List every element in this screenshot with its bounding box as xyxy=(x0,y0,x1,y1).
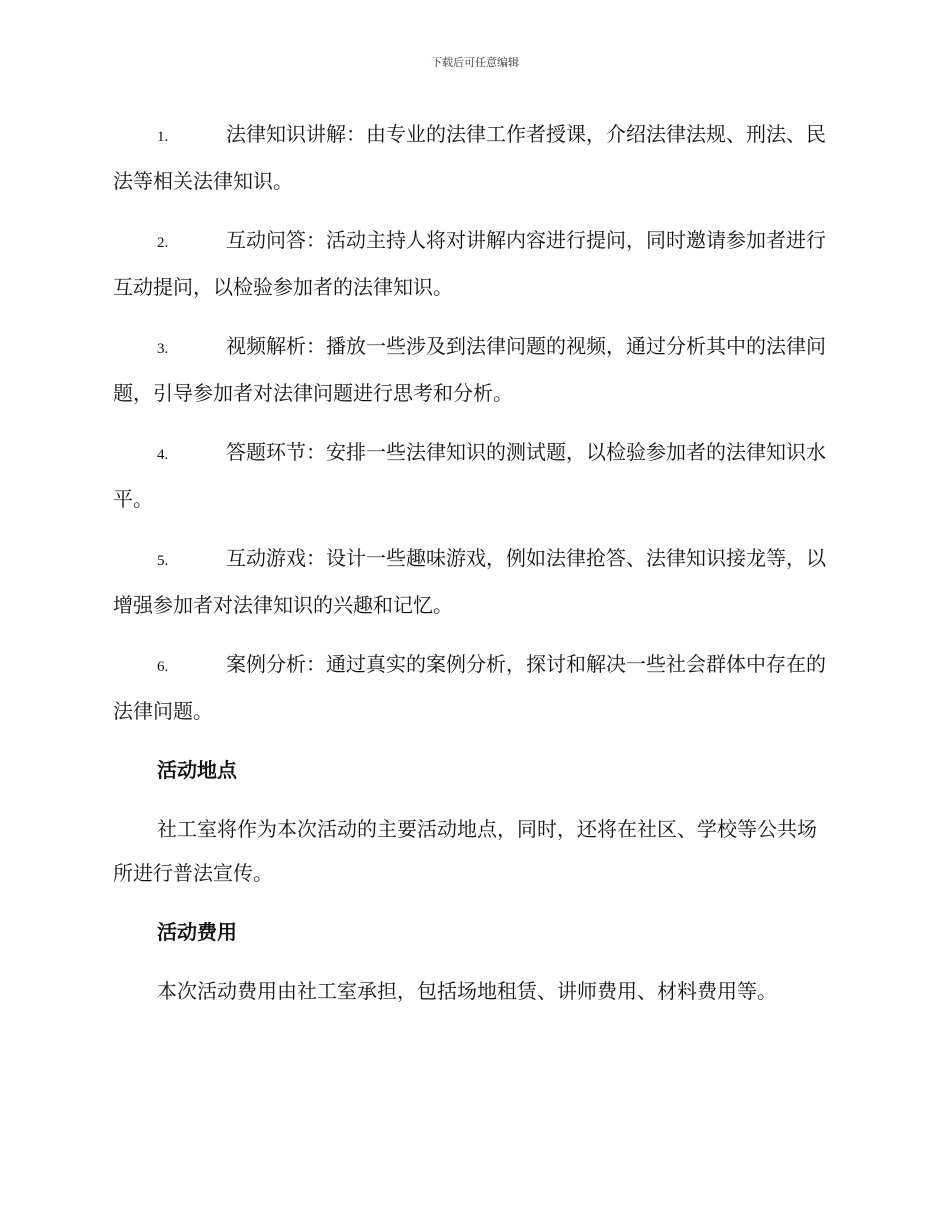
list-item-text: 案例分析：通过真实的案例分析，探讨和解决一些社会群体中存在的法律问题。 xyxy=(113,652,826,723)
list-item-text: 法律知识讲解：由专业的法律工作者授课，介绍法律法规、刑法、民法等相关法律知识。 xyxy=(113,122,826,193)
list-item-text: 视频解析：播放一些涉及到法律问题的视频，通过分析其中的法律问题，引导参加者对法律问题进行思考和分析。 xyxy=(113,334,826,405)
list-number: 1. xyxy=(157,129,169,145)
list-item xyxy=(113,218,833,309)
section-heading-location: 活动地点 xyxy=(157,758,237,782)
list-number: 2. xyxy=(157,235,169,251)
list-item-text: 答题环节：安排一些法律知识的测试题，以检验参加者的法律知识水平。 xyxy=(113,440,826,511)
list-item xyxy=(113,430,833,521)
section-heading-cost: 活动费用 xyxy=(157,920,237,944)
location-paragraph: 社工室将作为本次活动的主要活动地点，同时，还将在社区、学校等公共场所进行普法宣传。 xyxy=(113,817,817,885)
list-item-text: 互动游戏：设计一些趣味游戏，例如法律抢答、法律知识接龙等，以增强参加者对法律知识的兴趣和记忆。 xyxy=(113,546,826,617)
list-item xyxy=(113,112,833,203)
list-item xyxy=(113,324,833,415)
document-body xyxy=(113,112,833,1028)
page-header: 下载后可任意编辑 xyxy=(431,56,519,69)
list-number: 3. xyxy=(157,341,169,357)
list-item xyxy=(113,536,833,627)
list-number: 5. xyxy=(157,553,169,569)
list-item-text: 互动问答：活动主持人将对讲解内容进行提问，同时邀请参加者进行互动提问，以检验参加者的法律知识。 xyxy=(113,228,826,299)
list-item xyxy=(113,642,833,733)
list-number: 4. xyxy=(157,447,169,463)
cost-paragraph: 本次活动费用由社工室承担，包括场地租赁、讲师费用、材料费用等。 xyxy=(157,979,777,1003)
list-number: 6. xyxy=(157,659,169,675)
